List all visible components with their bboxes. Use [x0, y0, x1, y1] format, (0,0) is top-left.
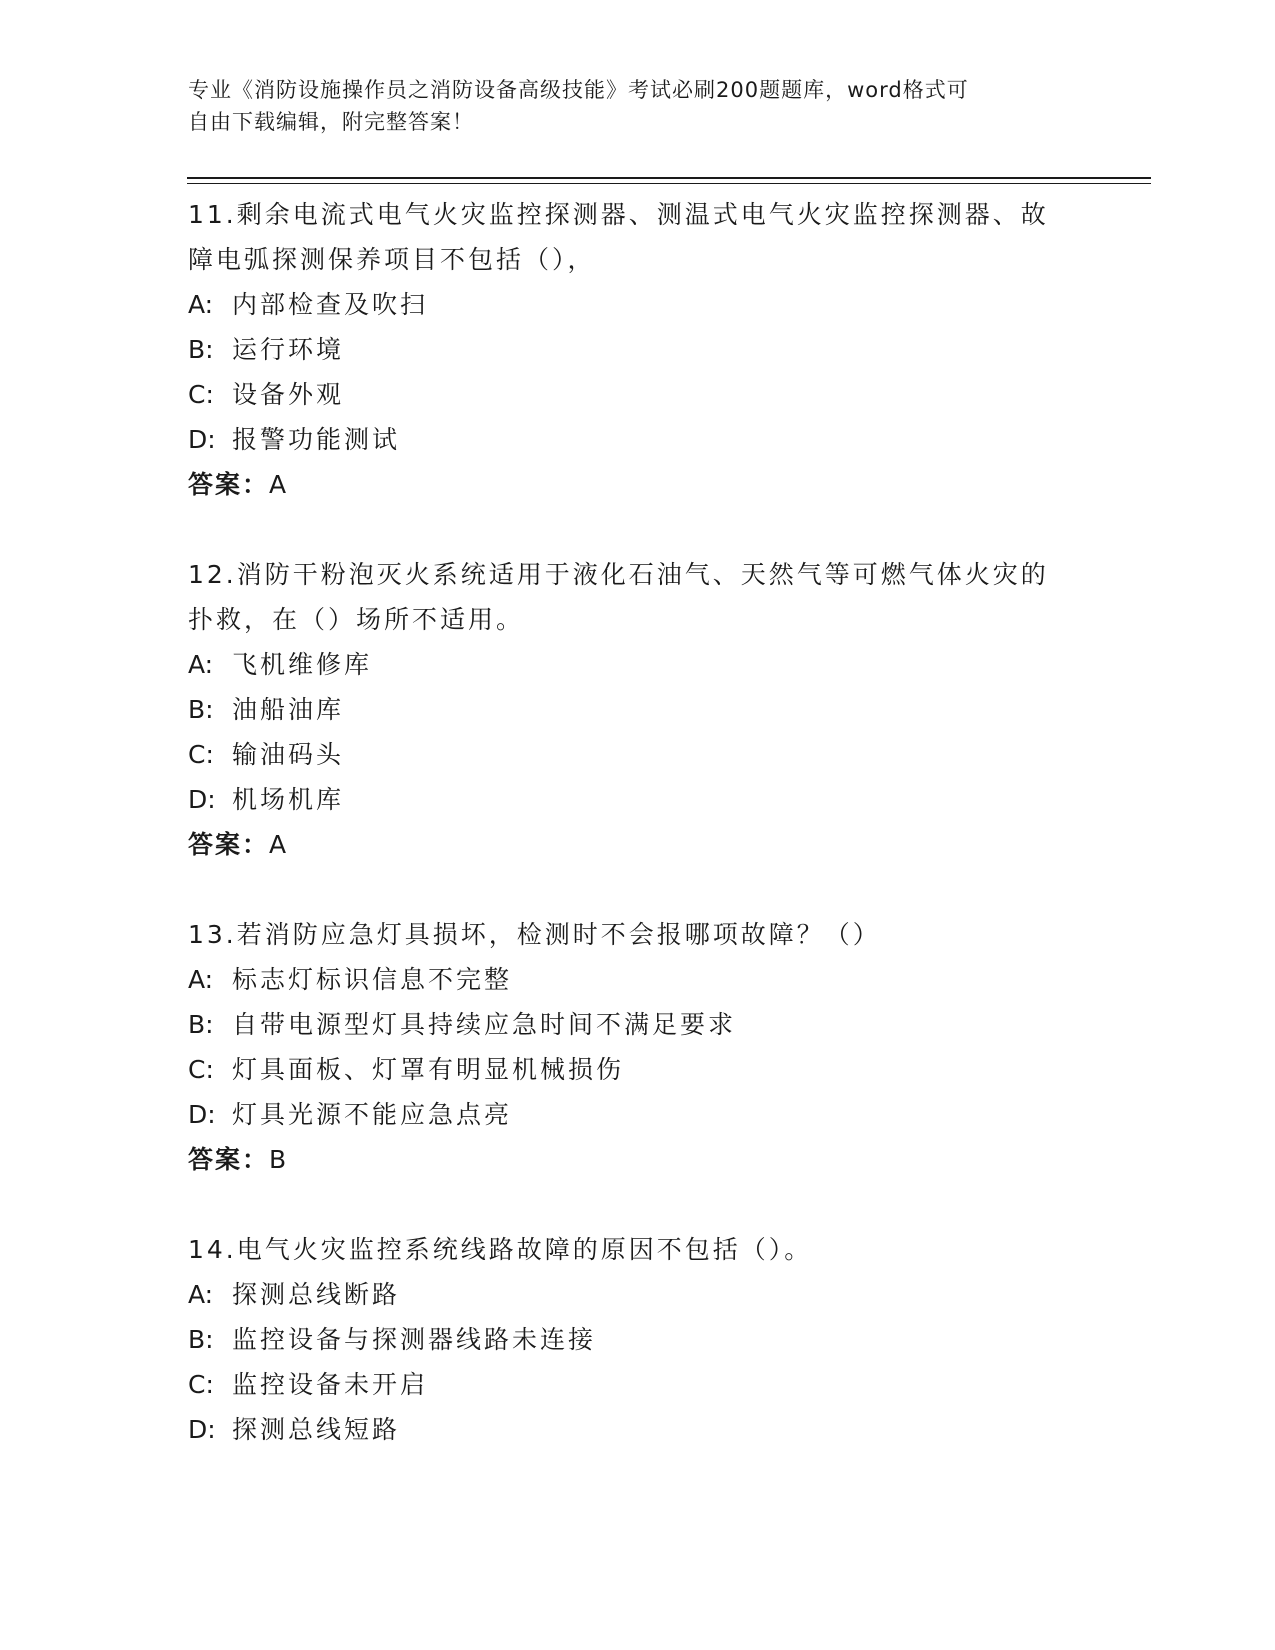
option-a [188, 282, 1088, 327]
question-spacer [188, 507, 1088, 552]
option-key: B: [188, 1325, 214, 1354]
question-stem [188, 912, 1088, 957]
option-text: 灯具面板、灯罩有明显机械损伤 [232, 1055, 625, 1084]
question-stem-line: 障电弧探测保养项目不包括（）， [188, 245, 596, 274]
question-stem [188, 552, 1088, 642]
option-text: 探测总线断路 [232, 1280, 401, 1309]
question-11 [188, 192, 1088, 507]
answer-label: 答案： [188, 1145, 270, 1174]
option-text: 设备外观 [232, 380, 345, 409]
option-b [188, 1317, 1088, 1362]
option-key: B: [188, 335, 214, 364]
option-c [188, 1047, 1088, 1092]
answer-label: 答案： [188, 830, 270, 859]
option-text: 灯具光源不能应急点亮 [232, 1100, 513, 1129]
question-stem [188, 192, 1088, 282]
option-key: D: [188, 1100, 216, 1129]
question-stem-line: 扑救，在（）场所不适用。 [188, 605, 525, 634]
question-stem-line: 11.剩余电流式电气火灾监控探测器、测温式电气火灾监控探测器、故 [188, 200, 1049, 229]
answer-line [188, 1137, 1088, 1182]
question-stem [188, 1227, 1088, 1272]
option-key: A: [188, 290, 214, 319]
option-text: 探测总线短路 [232, 1415, 401, 1444]
option-key: D: [188, 425, 216, 454]
document-header [188, 74, 1068, 138]
option-key: B: [188, 695, 214, 724]
option-a [188, 642, 1088, 687]
question-13 [188, 912, 1088, 1182]
option-text: 油船油库 [232, 695, 345, 724]
answer-line [188, 822, 1088, 867]
question-list [188, 192, 1088, 1452]
option-b [188, 327, 1088, 372]
option-key: D: [188, 785, 216, 814]
option-text: 标志灯标识信息不完整 [232, 965, 513, 994]
option-text: 内部检查及吹扫 [232, 290, 429, 319]
option-d [188, 1407, 1088, 1452]
option-b [188, 687, 1088, 732]
question-spacer [188, 1182, 1088, 1227]
option-text: 报警功能测试 [232, 425, 401, 454]
option-a [188, 957, 1088, 1002]
option-key: A: [188, 965, 214, 994]
option-text: 飞机维修库 [232, 650, 373, 679]
option-key: A: [188, 650, 214, 679]
answer-value: A [269, 830, 289, 859]
option-text: 输油码头 [232, 740, 345, 769]
question-spacer [188, 867, 1088, 912]
question-12 [188, 552, 1088, 867]
option-text: 机场机库 [232, 785, 345, 814]
option-c [188, 732, 1088, 777]
option-text: 运行环境 [232, 335, 345, 364]
option-d [188, 417, 1088, 462]
question-stem-line: 12.消防干粉泡灭火系统适用于液化石油气、天然气等可燃气体火灾的 [188, 560, 1049, 589]
header-line-2: 自由下载编辑，附完整答案！ [188, 110, 474, 134]
option-d [188, 1092, 1088, 1137]
option-key: A: [188, 1280, 214, 1309]
option-key: C: [188, 740, 214, 769]
option-key: B: [188, 1010, 214, 1039]
answer-value: A [269, 470, 289, 499]
option-c [188, 372, 1088, 417]
option-d [188, 777, 1088, 822]
option-key: C: [188, 1370, 214, 1399]
answer-value: B [269, 1145, 289, 1174]
header-divider-thin [187, 183, 1151, 184]
question-stem-line: 14.电气火灾监控系统线路故障的原因不包括（）。 [188, 1235, 813, 1264]
option-key: D: [188, 1415, 216, 1444]
option-text: 监控设备未开启 [232, 1370, 429, 1399]
header-divider-thick [187, 177, 1151, 179]
answer-line [188, 462, 1088, 507]
question-14 [188, 1227, 1088, 1452]
option-a [188, 1272, 1088, 1317]
option-c [188, 1362, 1088, 1407]
option-text: 自带电源型灯具持续应急时间不满足要求 [232, 1010, 737, 1039]
option-key: C: [188, 1055, 214, 1084]
option-b [188, 1002, 1088, 1047]
header-line-1: 专业《消防设施操作员之消防设备高级技能》考试必刷200题题库，word格式可 [188, 78, 969, 102]
option-key: C: [188, 380, 214, 409]
answer-label: 答案： [188, 470, 270, 499]
option-text: 监控设备与探测器线路未连接 [232, 1325, 597, 1354]
question-stem-line: 13.若消防应急灯具损坏，检测时不会报哪项故障？（） [188, 920, 881, 949]
